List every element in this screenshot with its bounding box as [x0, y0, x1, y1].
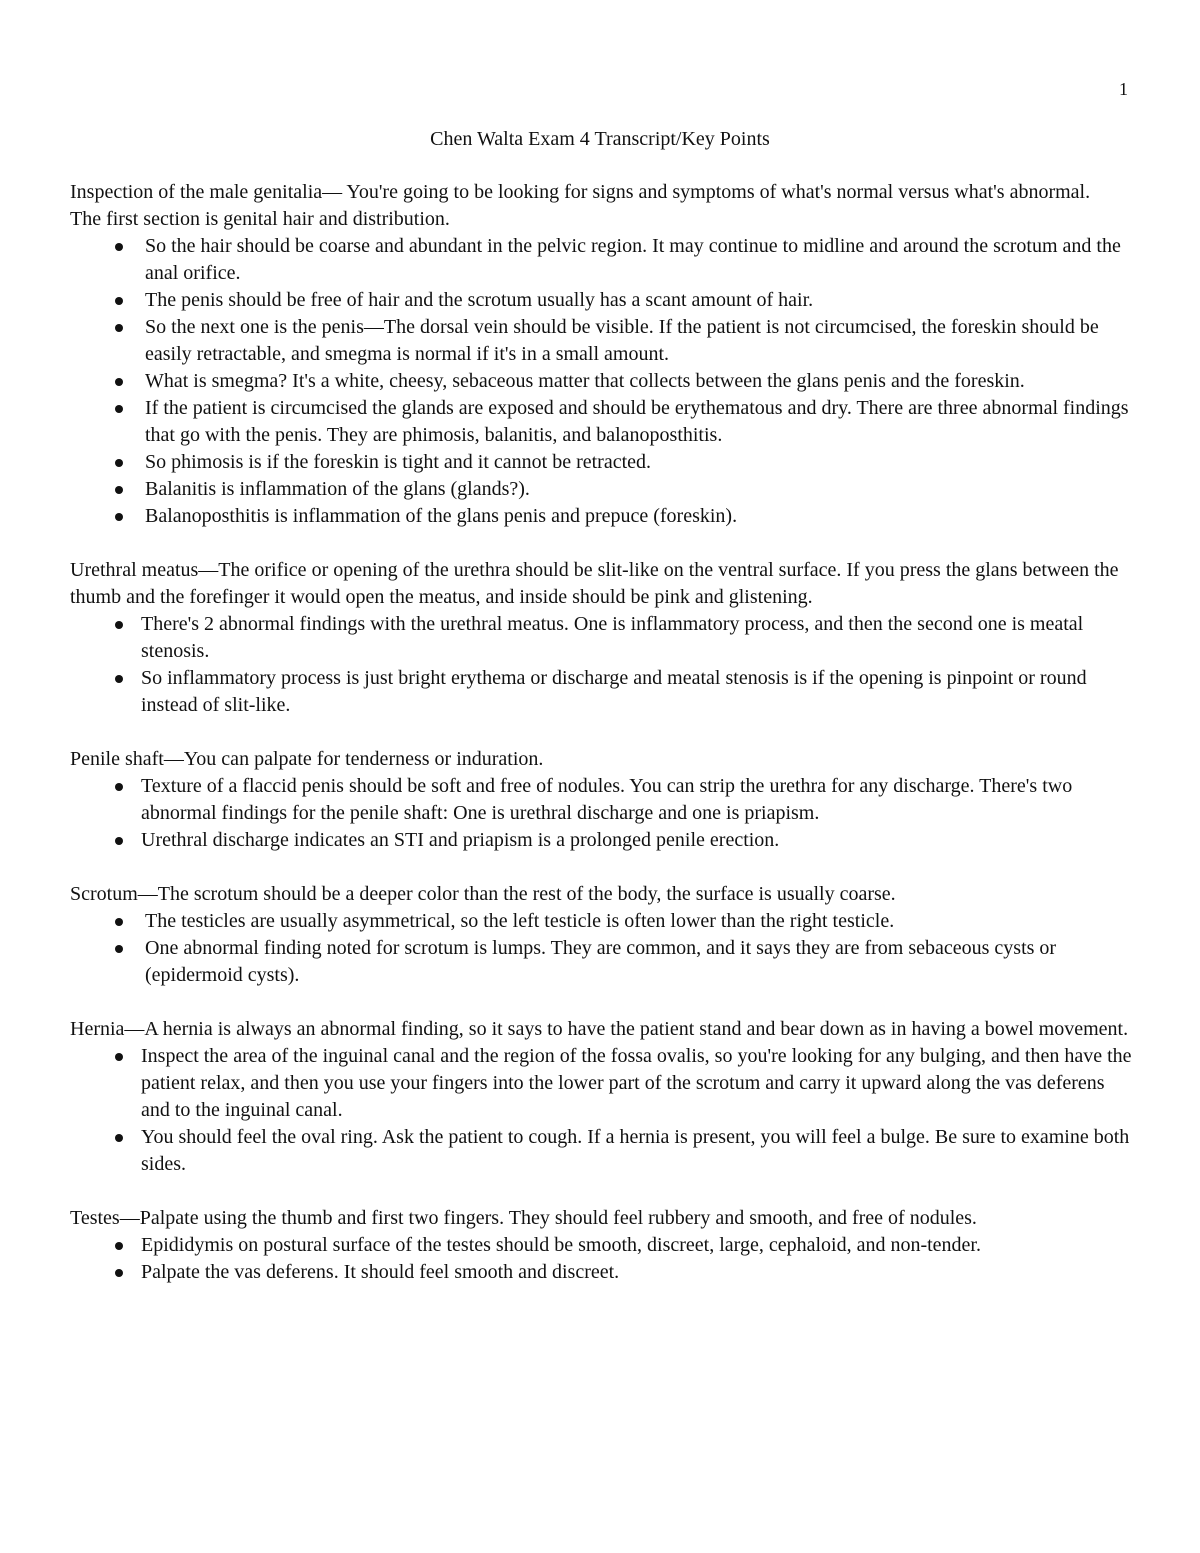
list-item: Urethral discharge indicates an STI and priapism is a prolonged penile erection. [70, 827, 1132, 854]
section-scrotum [70, 881, 1132, 989]
list-item: If the patient is circumcised the glands are exposed and should be erythematous and dry. There are three abnormal findings that go with the penis. They are phimosis, balanitis, and balanoposthitis. [70, 395, 1132, 449]
paragraph: The first section is genital hair and distribution. [70, 208, 450, 230]
paragraph: Inspection of the male genitalia— You're going to be looking for signs and symptoms of what's normal versus what's abnormal. [70, 181, 1091, 203]
document-body [70, 179, 1132, 1286]
bullet-list [70, 611, 1132, 719]
bullet-list [70, 773, 1132, 854]
bullet-list [70, 233, 1132, 530]
list-item: Epididymis on postural surface of the testes should be smooth, discreet, large, cephaloid, and non-tender. [70, 1232, 1132, 1259]
list-item: Balanitis is inflammation of the glans (glands?). [70, 476, 1132, 503]
document-title: Chen Walta Exam 4 Transcript/Key Points [430, 128, 770, 150]
section-hernia [70, 1016, 1132, 1178]
list-item: Palpate the vas deferens. It should feel smooth and discreet. [70, 1259, 1132, 1286]
section-urethral-meatus [70, 557, 1132, 719]
paragraph: Urethral meatus—The orifice or opening of the urethra should be slit-like on the ventral surface. If you press the glans between the thumb and the forefinger it would open the meatus, and inside should be pink and glistening. [70, 559, 1119, 608]
bullet-list [70, 908, 1132, 989]
list-item: Balanoposthitis is inflammation of the glans penis and prepuce (foreskin). [70, 503, 1132, 530]
list-item: What is smegma? It's a white, cheesy, sebaceous matter that collects between the glans penis and the foreskin. [70, 368, 1132, 395]
page-number: 1 [1119, 79, 1128, 99]
section-inspection [70, 179, 1132, 530]
list-item: You should feel the oval ring. Ask the patient to cough. If a hernia is present, you will feel a bulge. Be sure to examine both sides. [70, 1124, 1132, 1178]
list-item: So the next one is the penis—The dorsal vein should be visible. If the patient is not circumcised, the foreskin should be easily retractable, and smegma is normal if it's in a small amount. [70, 314, 1132, 368]
list-item: Texture of a flaccid penis should be soft and free of nodules. You can strip the urethra for any discharge. There's two abnormal findings for the penile shaft: One is urethral discharge and one is priapism. [70, 773, 1132, 827]
list-item: The penis should be free of hair and the scrotum usually has a scant amount of hair. [70, 287, 1132, 314]
list-item: Inspect the area of the inguinal canal and the region of the fossa ovalis, so you're looking for any bulging, and then have the patient relax, and then you use your fingers into the lower part of the scrotum and carry it upward along the vas deferens and to the inguinal canal. [70, 1043, 1132, 1124]
list-item: So phimosis is if the foreskin is tight and it cannot be retracted. [70, 449, 1132, 476]
section-testes [70, 1205, 1132, 1286]
section-penile-shaft [70, 746, 1132, 854]
bullet-list [70, 1232, 1132, 1286]
list-item: The testicles are usually asymmetrical, so the left testicle is often lower than the right testicle. [70, 908, 1132, 935]
list-item: One abnormal finding noted for scrotum is lumps. They are common, and it says they are from sebaceous cysts or (epidermoid cysts). [70, 935, 1132, 989]
paragraph: Testes—Palpate using the thumb and first two fingers. They should feel rubbery and smooth, and free of nodules. [70, 1207, 977, 1229]
list-item: There's 2 abnormal findings with the urethral meatus. One is inflammatory process, and then the second one is meatal stenosis. [70, 611, 1132, 665]
paragraph: Hernia—A hernia is always an abnormal finding, so it says to have the patient stand and bear down as in having a bowel movement. [70, 1018, 1129, 1040]
paragraph: Scrotum—The scrotum should be a deeper color than the rest of the body, the surface is usually coarse. [70, 883, 896, 905]
bullet-list [70, 1043, 1132, 1178]
list-item: So the hair should be coarse and abundant in the pelvic region. It may continue to midline and around the scrotum and the anal orifice. [70, 233, 1132, 287]
paragraph: Penile shaft—You can palpate for tenderness or induration. [70, 748, 544, 770]
list-item: So inflammatory process is just bright erythema or discharge and meatal stenosis is if the opening is pinpoint or round instead of slit-like. [70, 665, 1132, 719]
